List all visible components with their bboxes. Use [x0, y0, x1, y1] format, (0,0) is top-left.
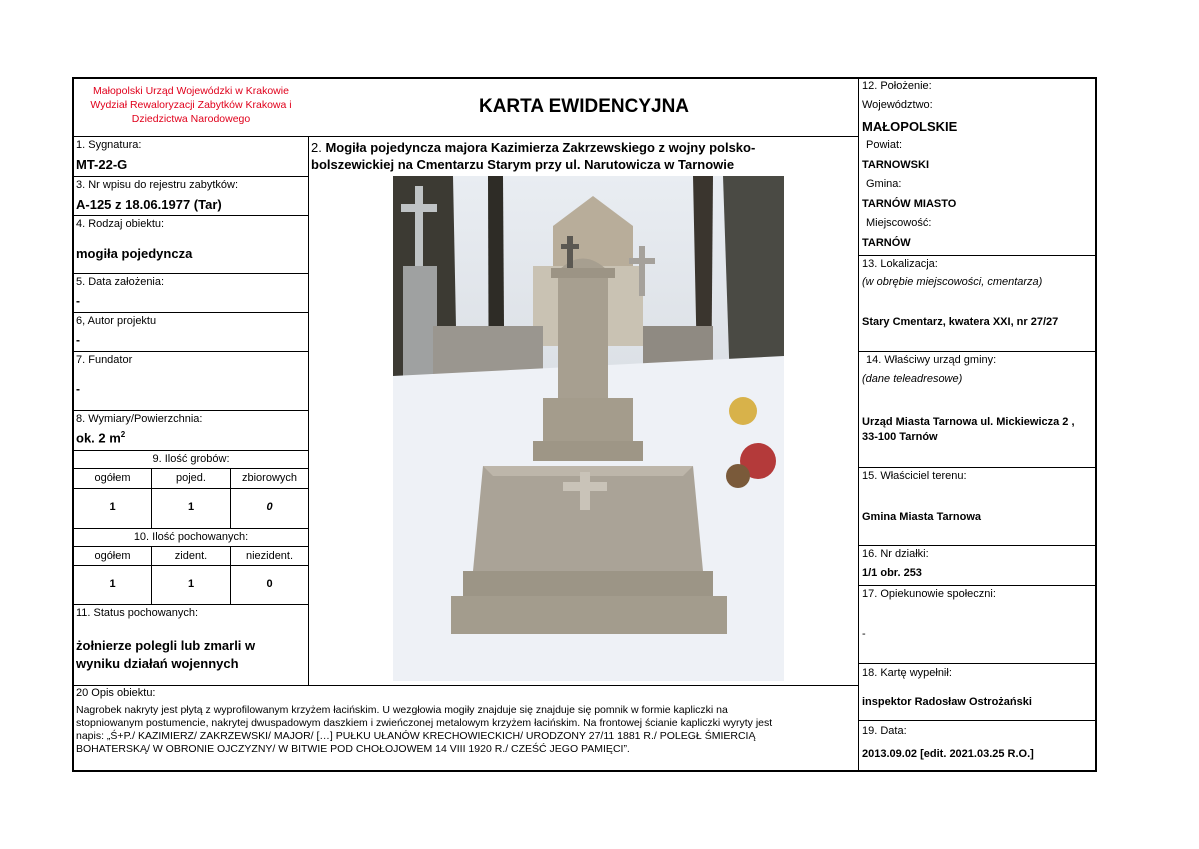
wymiary-label: 8. Wymiary/Powierzchnia:	[76, 413, 203, 425]
opis-line-1: Nagrobek nakryty jest płytą z wyprofilowanym krzyżem łacińskim. U wezgłowia mogiły znajduje się znajduje się pomnik w formie kapliczki na	[76, 704, 728, 716]
object-name-line-2: bolszewickiej na Cmentarzu Starym przy ul. Narutowicza w Tarnowie	[311, 157, 735, 172]
rodzaj-label: 4. Rodzaj obiektu:	[76, 218, 165, 230]
opis-label: 20 Opis obiektu:	[76, 687, 156, 699]
grave-photo-image	[393, 176, 784, 681]
opiekun-value: -	[862, 628, 866, 640]
grave-photo	[393, 176, 784, 681]
miejscowosc-label: Miejscowość:	[866, 217, 932, 229]
fundator-label: 7. Fundator	[76, 354, 133, 366]
grobow-header-pojed: pojed.	[176, 472, 206, 484]
pochowanych-value-niezident: 0	[266, 578, 273, 590]
wlasciciel-label: 15. Właściciel terenu:	[862, 470, 967, 482]
pochowanych-header-niezident: niezident.	[245, 550, 294, 562]
gmina-label: Gmina:	[866, 178, 902, 190]
grobow-value-zbiorowych: 0	[266, 501, 273, 513]
pochowanych-header-ogolem: ogółem	[94, 550, 131, 562]
office-name	[74, 84, 308, 126]
pochowanych-header-zident: zident.	[174, 550, 208, 562]
miejscowosc-value: TARNÓW	[862, 237, 911, 249]
lokalizacja-label: 13. Lokalizacja:	[862, 258, 938, 270]
grobow-value-pojed: 1	[187, 501, 195, 513]
rejestr-label: 3. Nr wpisu do rejestru zabytków:	[76, 179, 239, 191]
zalozenie-label: 5. Data założenia:	[76, 276, 165, 288]
opis-line-4: BOHATERSKĄ/ W OBRONIE OJCZYZNY/ W BITWIE POD CHOŁOJOWEM 14 VIII 1920 R./ CZEŚĆ JEGO PAMIĘCI”.	[76, 743, 630, 755]
grobow-header-ogolem: ogółem	[94, 472, 131, 484]
office-line-3: Dziedzictwa Narodowego	[131, 113, 251, 125]
urzad-line-1: Urząd Miasta Tarnowa ul. Mickiewicza 2 ,	[862, 416, 1075, 428]
office-line-1: Małopolski Urząd Wojewódzki w Krakowie	[93, 85, 289, 97]
wlasciciel-value: Gmina Miasta Tarnowa	[862, 511, 981, 523]
data-value: 2013.09.02 [edit. 2021.03.25 R.O.]	[862, 748, 1034, 760]
urzad-hint: (dane teleadresowe)	[862, 373, 963, 385]
data-label: 19. Data:	[862, 725, 907, 737]
opiekun-label: 17. Opiekunowie społeczni:	[862, 588, 996, 600]
status-line-2: wyniku działań wojennych	[76, 656, 239, 671]
object-name	[311, 139, 856, 173]
urzad-line-2: 33-100 Tarnów	[862, 431, 938, 443]
card-title: KARTA EWIDENCYJNA	[478, 96, 690, 117]
grobow-header-zbiorowych: zbiorowych	[241, 472, 298, 484]
powiat-value: TARNOWSKI	[862, 159, 930, 171]
dzialka-label: 16. Nr działki:	[862, 548, 929, 560]
fundator-value: -	[76, 382, 80, 396]
polozenie-label: 12. Położenie:	[862, 80, 932, 92]
object-name-line-1: Mogiła pojedyncza majora Kazimierza Zakrzewskiego z wojny polsko-	[325, 140, 756, 155]
powiat-label: Powiat:	[866, 139, 903, 151]
wymiary-sup: 2	[120, 430, 126, 439]
wojewodztwo-value: MAŁOPOLSKIE	[862, 119, 958, 134]
opis-line-3: napis: „Ś+P./ KAZIMIERZ/ ZAKRZEWSKI/ MAJOR/ […] PUŁKU UŁANÓW KRECHOWIECKICH/ URODZONY 27/11 1881 R./ POLEGŁ ŚMIERCIĄ	[76, 730, 756, 742]
grobow-label: 9. Ilość grobów:	[152, 453, 230, 465]
sygnatura-value: MT-22-G	[76, 157, 128, 172]
wojewodztwo-label: Województwo:	[862, 99, 933, 111]
wypelnil-value: inspektor Radosław Ostrożański	[862, 696, 1032, 708]
object-num-label: 2.	[311, 140, 322, 155]
pochowanych-label: 10. Ilość pochowanych:	[133, 531, 249, 543]
autor-label: 6, Autor projektu	[76, 315, 157, 327]
wymiary-value: ok. 2 $m^2$	[76, 430, 126, 446]
autor-value: -	[76, 333, 80, 347]
opis-text	[76, 704, 856, 756]
rodzaj-value: mogiła pojedyncza	[76, 246, 193, 261]
gmina-value: TARNÓW MIASTO	[862, 198, 957, 210]
status-line-1: żołnierze polegli lub zmarli w	[76, 638, 256, 653]
status-label: 11. Status pochowanych:	[76, 607, 199, 619]
grobow-value-ogolem: 1	[109, 501, 116, 513]
sygnatura-label: 1. Sygnatura:	[76, 139, 142, 151]
lokalizacja-value: Stary Cmentarz, kwatera XXI, nr 27/27	[862, 316, 1059, 328]
pochowanych-value-zident: 1	[187, 578, 195, 590]
dzialka-value: 1/1 obr. 253	[862, 567, 922, 579]
wypelnil-label: 18. Kartę wypełnił:	[862, 667, 952, 679]
office-line-2: Wydział Rewaloryzacji Zabytków Krakowa i	[90, 99, 292, 111]
opis-line-2: stopniowanym postumencie, nakrytej dwuspadowym daszkiem i zwieńczonej metalowym krzyżem łacińskim. Na frontowej ścianie kapliczki wyryty jest	[76, 717, 773, 729]
pochowanych-value-ogolem: 1	[109, 578, 116, 590]
zalozenie-value: -	[76, 294, 80, 308]
urzad-label: 14. Właściwy urząd gminy:	[866, 354, 997, 366]
lokalizacja-hint: (w obrębie miejscowości, cmentarza)	[862, 276, 1043, 288]
rejestr-value: A-125 z 18.06.1977 (Tar)	[76, 197, 222, 212]
